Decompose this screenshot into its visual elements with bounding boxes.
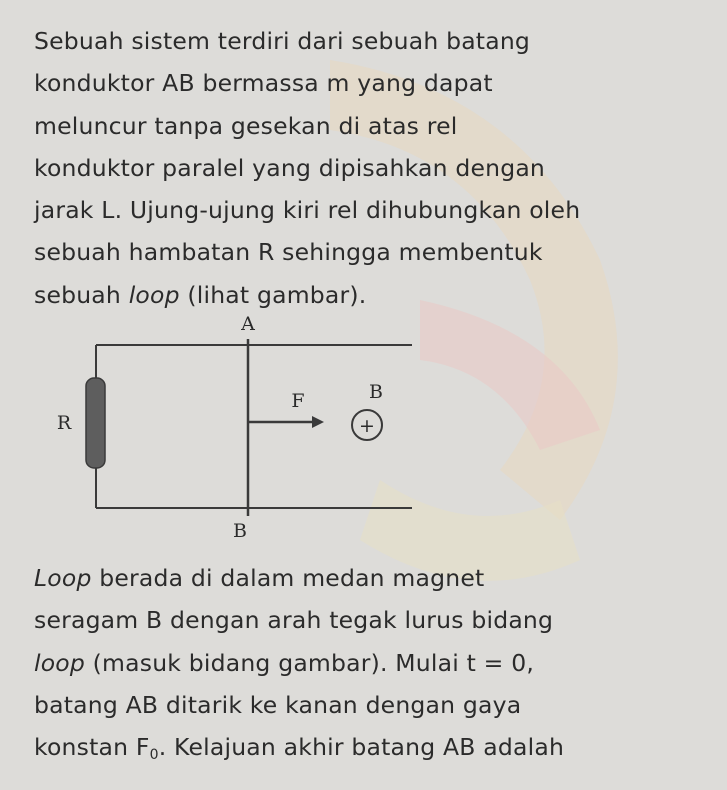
italic-loop-word: loop [128, 280, 180, 309]
text-line: sebuah hambatan R sehingga membentuk [34, 238, 543, 267]
italic-loop-word: Loop [34, 564, 92, 592]
force-arrowhead [312, 416, 324, 428]
text-fragment: konstan F [34, 733, 150, 762]
label-a: A [241, 313, 255, 335]
text-fragment: (masuk bidang gambar). Mulai t = 0, [85, 648, 535, 677]
text-line [34, 557, 564, 599]
text-fragment: (lihat gambar). [179, 280, 367, 309]
text-fragment: berada di dalam medan magnet [91, 564, 485, 592]
text-fragment: . Kelajuan akhir batang AB adalah [158, 733, 565, 762]
text-line: jarak L. Ujung-ujung kiri rel dihubungkan oleh [34, 196, 581, 225]
label-r: R [56, 412, 72, 434]
text-line: Sebuah sistem terdiri dari sebuah batang [34, 27, 531, 55]
problem-text-intro [34, 20, 580, 316]
text-line: meluncur tanpa gesekan di atas rel [34, 111, 458, 140]
text-line: batang AB ditarik ke kanan dengan gaya [34, 690, 522, 719]
text-line [34, 726, 564, 768]
circuit-diagram [40, 305, 440, 550]
text-line [34, 642, 564, 684]
text-line: konduktor AB bermassa m yang dapat [34, 69, 493, 98]
subscript-zero: 0 [149, 747, 159, 764]
label-f: F [291, 390, 305, 412]
label-b-field: B [369, 381, 383, 403]
problem-text-question [34, 557, 564, 768]
resistor [86, 378, 105, 468]
text-line: konduktor paralel yang dipisahkan dengan [34, 153, 546, 182]
text-fragment: sebuah [34, 280, 129, 309]
text-line: seragam B dengan arah tegak lurus bidang [34, 606, 554, 635]
italic-loop-word: loop [34, 648, 86, 677]
field-symbol-plus: + [359, 415, 375, 437]
label-b-rod: B [233, 520, 247, 542]
